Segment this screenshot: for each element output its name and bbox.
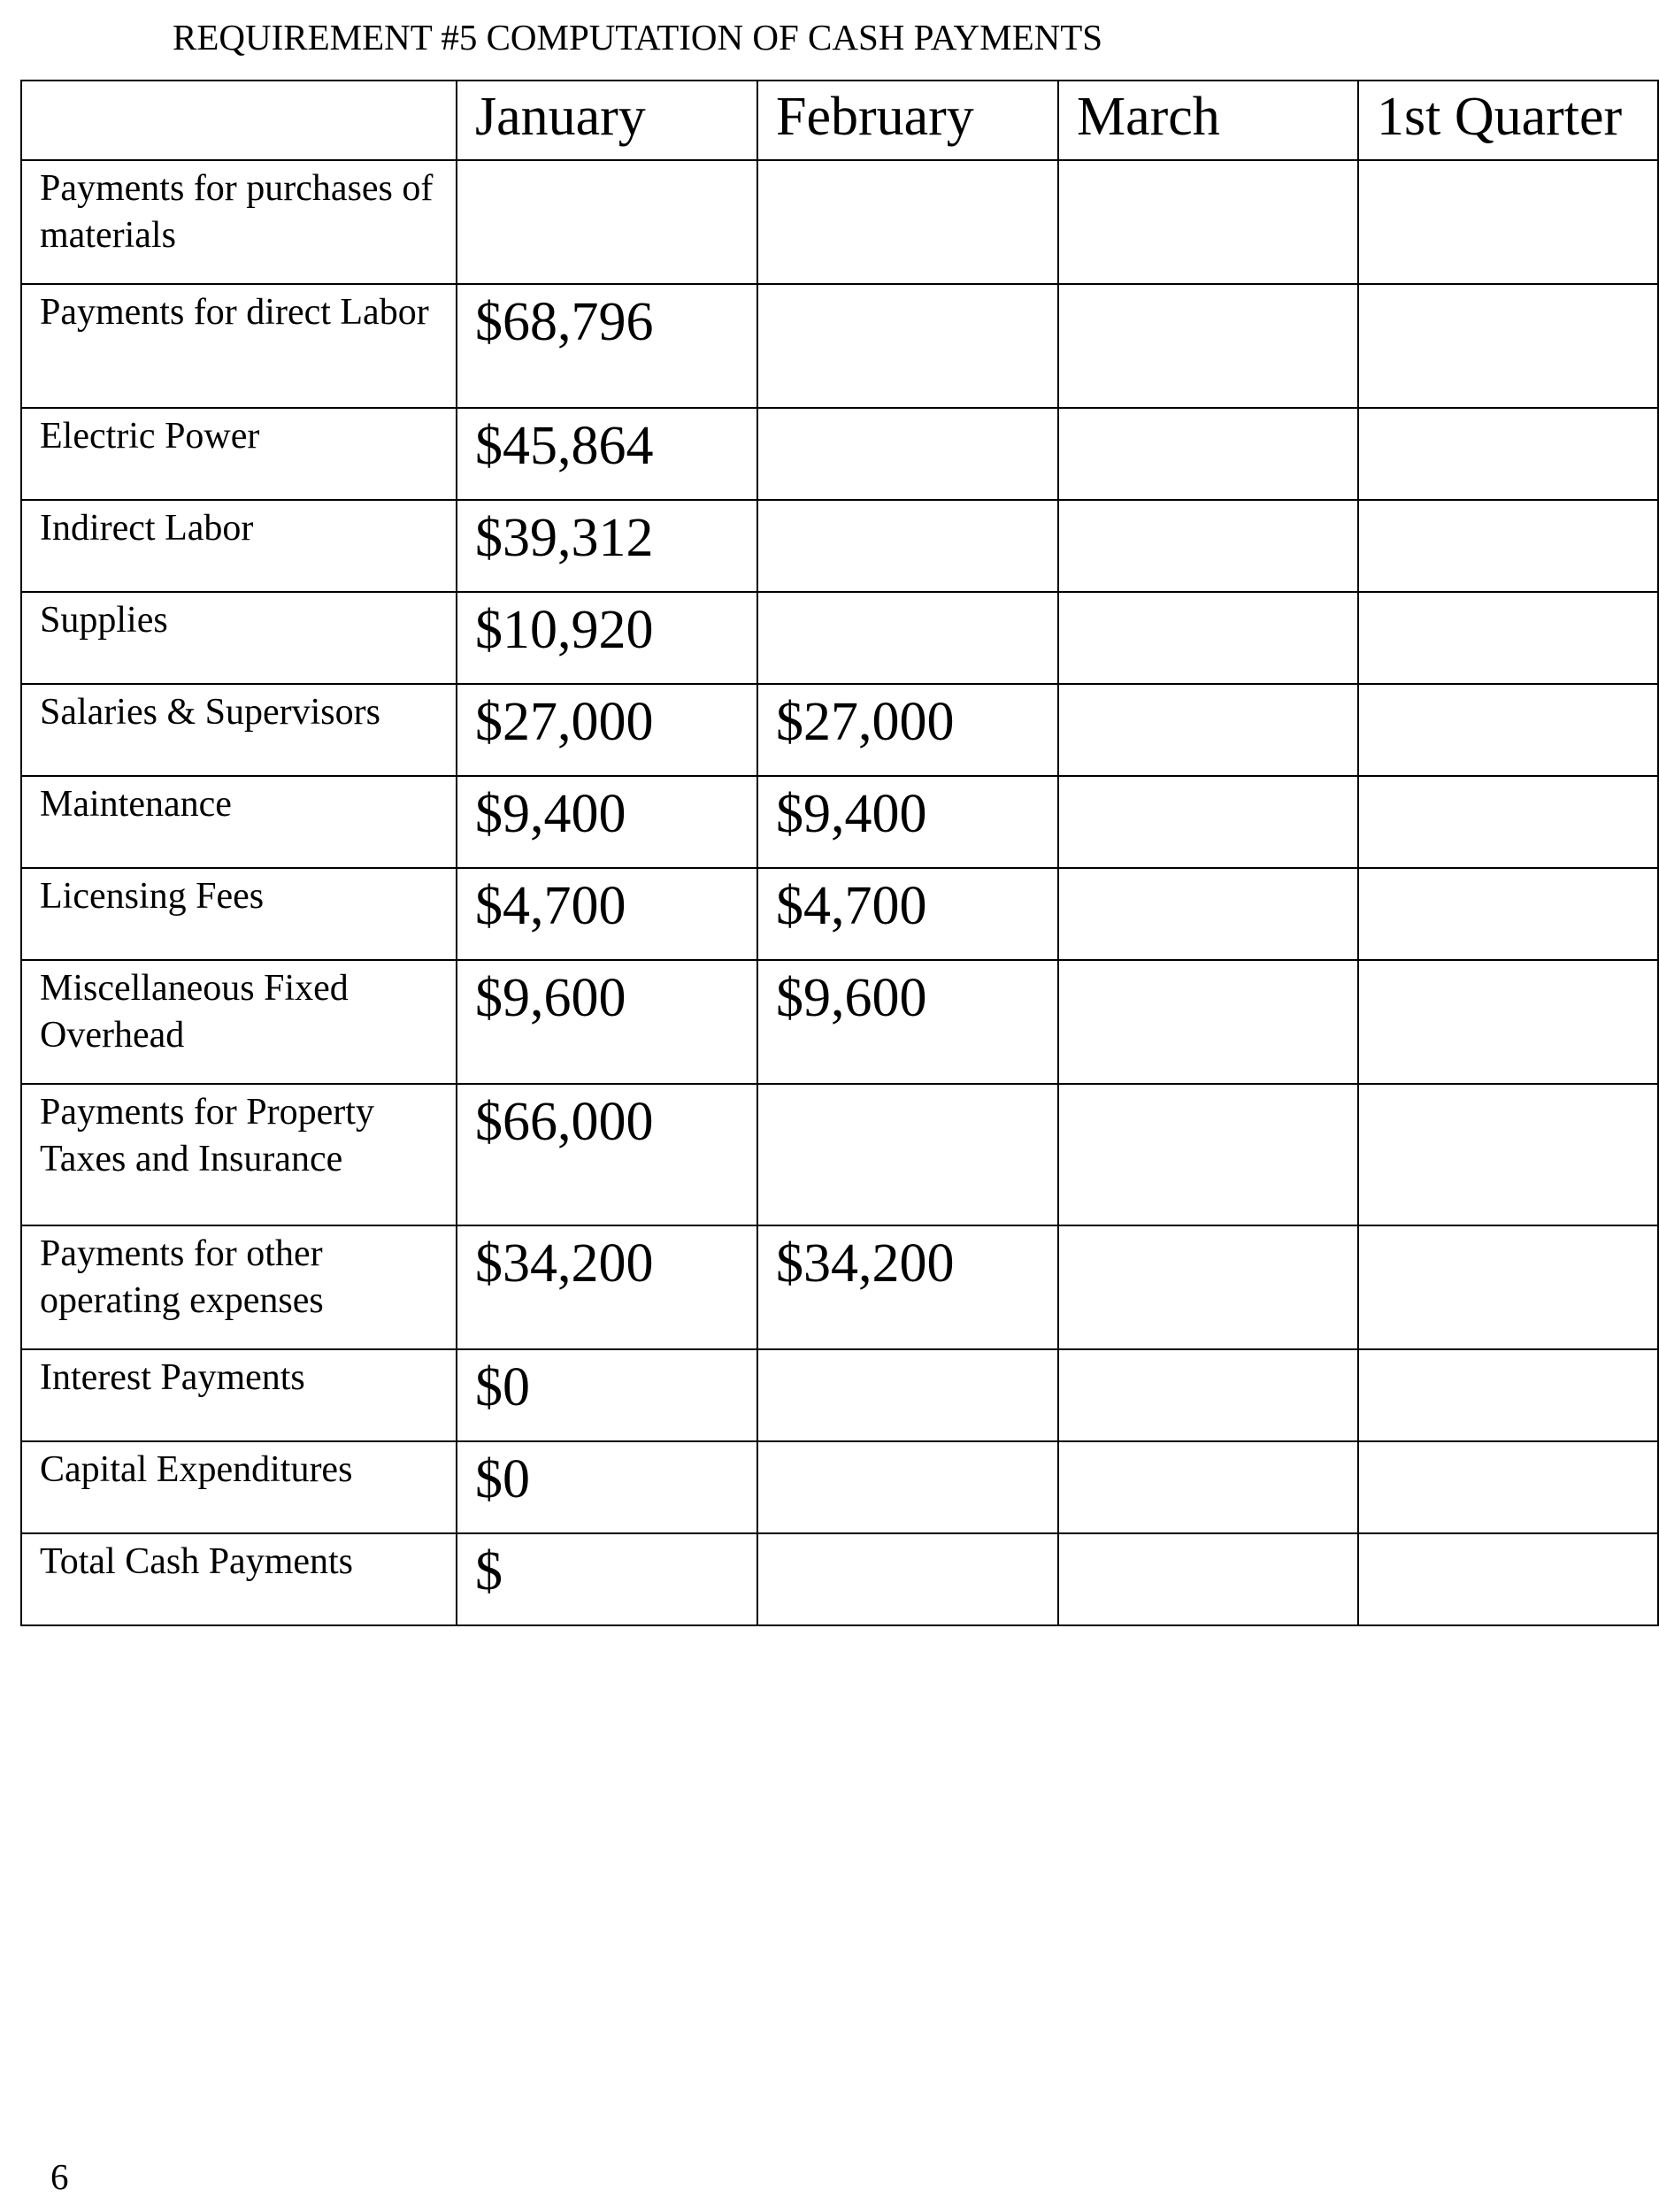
january-value: $9,400 [457, 776, 757, 868]
quarter-value [1358, 1225, 1658, 1349]
march-value [1058, 1084, 1358, 1225]
quarter-value [1358, 500, 1658, 592]
header-label-cell [21, 81, 457, 160]
march-value [1058, 284, 1358, 408]
february-value [757, 1533, 1058, 1625]
table-row [21, 1084, 1658, 1225]
january-value: $0 [457, 1441, 757, 1533]
march-value [1058, 500, 1358, 592]
quarter-value [1358, 684, 1658, 776]
document-title: REQUIREMENT #5 COMPUTATION OF CASH PAYMENTS [173, 17, 1103, 58]
february-value [757, 1441, 1058, 1533]
table-row-total [21, 1533, 1658, 1625]
february-value [757, 500, 1058, 592]
row-label: Miscellaneous Fixed Overhead [21, 960, 457, 1084]
quarter-value [1358, 284, 1658, 408]
row-label: Payments for Property Taxes and Insurance [21, 1084, 457, 1225]
march-value [1058, 1349, 1358, 1441]
row-label: Payments for direct Labor [21, 284, 457, 408]
page-number: 6 [50, 2156, 69, 2197]
row-label: Total Cash Payments [21, 1533, 457, 1625]
february-value: $9,400 [757, 776, 1058, 868]
march-value [1058, 684, 1358, 776]
february-value: $27,000 [757, 684, 1058, 776]
table-header-row [21, 81, 1658, 160]
header-february: February [757, 81, 1058, 160]
row-label: Licensing Fees [21, 868, 457, 960]
quarter-value [1358, 960, 1658, 1084]
quarter-value [1358, 408, 1658, 500]
march-value [1058, 1225, 1358, 1349]
january-value: $10,920 [457, 592, 757, 684]
row-label: Interest Payments [21, 1349, 457, 1441]
table-row [21, 868, 1658, 960]
table-row [21, 960, 1658, 1084]
row-label: Capital Expenditures [21, 1441, 457, 1533]
february-value: $34,200 [757, 1225, 1058, 1349]
quarter-value [1358, 868, 1658, 960]
table-row [21, 160, 1658, 284]
january-value: $68,796 [457, 284, 757, 408]
january-value: $45,864 [457, 408, 757, 500]
january-value [457, 160, 757, 284]
march-value [1058, 868, 1358, 960]
march-value [1058, 592, 1358, 684]
february-value: $4,700 [757, 868, 1058, 960]
cash-payments-table [20, 80, 1659, 1626]
table-row [21, 408, 1658, 500]
february-value [757, 592, 1058, 684]
february-value: $9,600 [757, 960, 1058, 1084]
january-value: $0 [457, 1349, 757, 1441]
quarter-value [1358, 1441, 1658, 1533]
january-value: $66,000 [457, 1084, 757, 1225]
table-row [21, 1225, 1658, 1349]
february-value [757, 284, 1058, 408]
quarter-value [1358, 160, 1658, 284]
table-row [21, 592, 1658, 684]
row-label: Salaries & Supervisors [21, 684, 457, 776]
january-value: $4,700 [457, 868, 757, 960]
row-label: Indirect Labor [21, 500, 457, 592]
table-row [21, 684, 1658, 776]
february-value [757, 408, 1058, 500]
row-label: Payments for other operating expenses [21, 1225, 457, 1349]
february-value [757, 160, 1058, 284]
table-row [21, 1349, 1658, 1441]
quarter-value [1358, 1084, 1658, 1225]
january-value: $27,000 [457, 684, 757, 776]
quarter-value [1358, 776, 1658, 868]
row-label: Supplies [21, 592, 457, 684]
table-row [21, 1441, 1658, 1533]
header-march: March [1058, 81, 1358, 160]
march-value [1058, 776, 1358, 868]
row-label: Electric Power [21, 408, 457, 500]
january-value: $39,312 [457, 500, 757, 592]
table-row [21, 776, 1658, 868]
march-value [1058, 408, 1358, 500]
header-1st-quarter: 1st Quarter [1358, 81, 1658, 160]
quarter-value [1358, 592, 1658, 684]
january-value: $ [457, 1533, 757, 1625]
quarter-value [1358, 1533, 1658, 1625]
header-january: January [457, 81, 757, 160]
january-value: $9,600 [457, 960, 757, 1084]
february-value [757, 1084, 1058, 1225]
march-value [1058, 160, 1358, 284]
row-label: Payments for purchases of materials [21, 160, 457, 284]
march-value [1058, 1533, 1358, 1625]
january-value: $34,200 [457, 1225, 757, 1349]
march-value [1058, 960, 1358, 1084]
row-label: Maintenance [21, 776, 457, 868]
march-value [1058, 1441, 1358, 1533]
table-row [21, 284, 1658, 408]
table-row [21, 500, 1658, 592]
february-value [757, 1349, 1058, 1441]
quarter-value [1358, 1349, 1658, 1441]
